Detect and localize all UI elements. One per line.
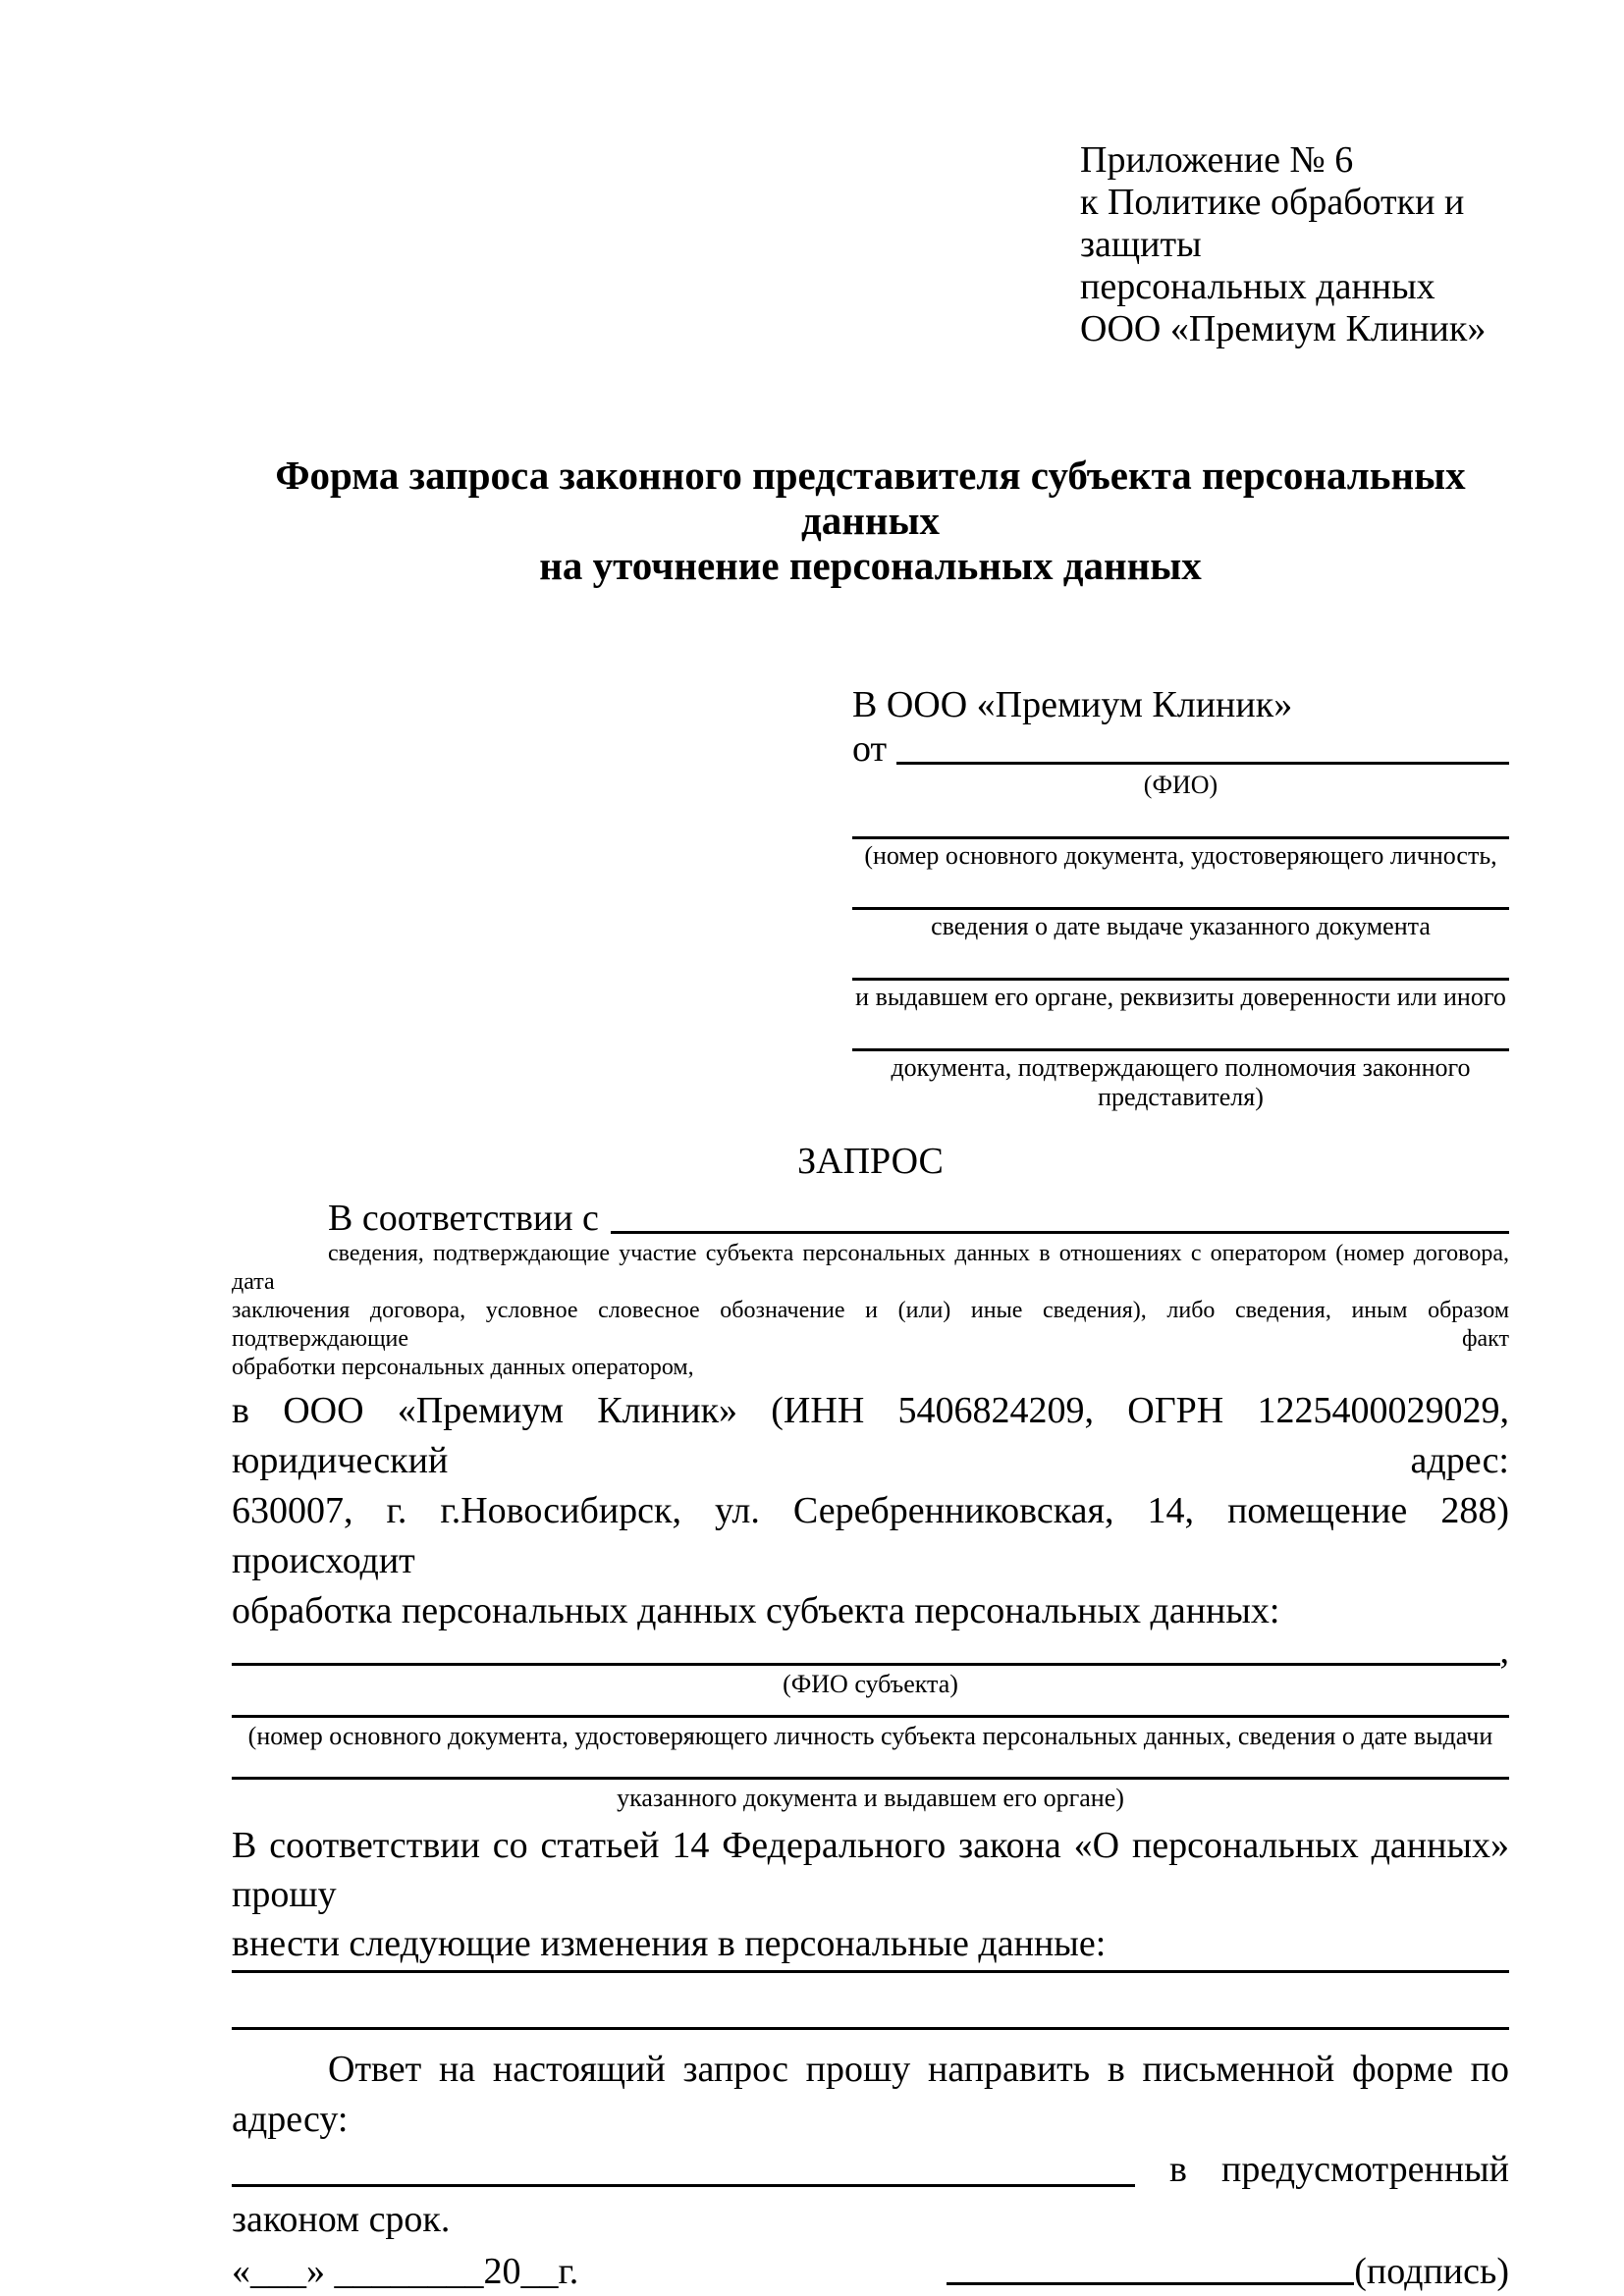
answer-line: законом срок. (232, 2199, 451, 2240)
subject-fio-caption: (ФИО субъекта) (783, 1670, 958, 1698)
basis-caption-line: заключения договора, условное словесное обозначение и (или) иные сведения), либо сведения, иным образом подтверждающие факт (232, 1298, 1509, 1352)
from-label: от (852, 728, 888, 770)
blank-line (852, 1048, 1509, 1051)
answer-address-row (232, 2145, 1509, 2195)
addressee-block (852, 682, 1509, 1112)
footer-row (232, 2250, 1509, 2293)
field-caption: указанного документа и выдавшем его органе) (617, 1784, 1124, 1812)
blank-line (852, 907, 1509, 910)
appendix-line: персональных данных (1080, 266, 1435, 307)
request-heading: ЗАПРОС (797, 1141, 944, 1182)
law-line: В соответствии со статьей 14 Федерального закона «О персональных данных» прошу (232, 1825, 1509, 1915)
appendix-line: Приложение № 6 (1080, 139, 1354, 181)
representative-doc-field (852, 978, 1509, 1012)
field-caption: документа, подтверждающего полномочия законного представителя) (891, 1053, 1471, 1111)
subject-fio-blank-line (232, 1663, 1500, 1666)
subject-fio-row (232, 1630, 1509, 1672)
subject-doc-field (232, 1777, 1509, 1813)
basis-caption-line: сведения, подтверждающие участие субъекта персональных данных в отношениях с оператором (номер договора, дата (232, 1241, 1509, 1295)
signature-field (947, 2250, 1509, 2293)
law-paragraph (232, 1821, 1509, 1968)
field-caption: и выдавшем его органе, реквизиты доверенности или иного (855, 983, 1506, 1011)
address-blank-line (232, 2184, 1135, 2187)
document-title (232, 453, 1509, 588)
signature-blank-line (947, 2282, 1354, 2285)
basis-blank-line (611, 1231, 1509, 1234)
field-caption: сведения о дате выдаче указанного документа (931, 912, 1431, 940)
changes-blank-line (232, 1970, 1509, 1973)
operator-paragraph (232, 1386, 1509, 1636)
answer-paragraph (232, 2045, 1509, 2245)
subject-doc-field (232, 1715, 1509, 1751)
basis-caption-line: обработки персональных данных оператором, (232, 1355, 694, 1380)
basis-prefix: В соответствии с (328, 1198, 599, 1239)
appendix-line: к Политике обработки и защиты (1080, 182, 1465, 265)
appendix-block (1080, 139, 1509, 350)
fio-caption: (ФИО) (1143, 771, 1218, 799)
blank-line (232, 1715, 1509, 1718)
operator-line: в ООО «Премиум Клиник» (ИНН 5406824209, ОГРН 1225400029029, юридический адрес: (232, 1390, 1509, 1481)
title-line: на уточнение персональных данных (539, 543, 1202, 588)
date-field: «___» ________20__г. (232, 2251, 579, 2292)
changes-blank-line (232, 2027, 1509, 2030)
answer-line: Ответ на настоящий запрос прошу направить в письменной форме по адресу: (232, 2049, 1509, 2140)
field-caption: (номер основного документа, удостоверяющего личность субъекта персональных данных, сведения о дате выдачи (247, 1722, 1493, 1750)
blank-line (232, 1777, 1509, 1780)
blank-line (852, 978, 1509, 981)
basis-row (232, 1197, 1509, 1240)
answer-word: в (1169, 2149, 1187, 2190)
trailing-comma: , (1499, 1630, 1509, 1672)
organization-name: В ООО «Премиум Клиник» (852, 684, 1293, 725)
blank-line (852, 836, 1509, 839)
signature-caption: (подпись) (1354, 2251, 1509, 2292)
field-caption: (номер основного документа, удостоверяющего личность, (864, 841, 1497, 870)
answer-word: предусмотренный (1221, 2149, 1509, 2190)
representative-doc-field (852, 836, 1509, 871)
representative-doc-field (852, 907, 1509, 941)
representative-doc-field (852, 1048, 1509, 1112)
appendix-line: ООО «Премиум Клиник» (1080, 308, 1487, 349)
fio-blank-line (896, 762, 1509, 765)
from-row (852, 727, 1509, 771)
law-line: внести следующие изменения в персональные данные: (232, 1923, 1107, 1964)
basis-caption (232, 1240, 1509, 1382)
operator-line: обработка персональных данных субъекта персональных данных: (232, 1590, 1280, 1631)
title-line: Форма запроса законного представителя субъекта персональных данных (275, 453, 1466, 543)
operator-line: 630007, г. г.Новосибирск, ул. Серебренниковская, 14, помещение 288) происходит (232, 1490, 1509, 1581)
